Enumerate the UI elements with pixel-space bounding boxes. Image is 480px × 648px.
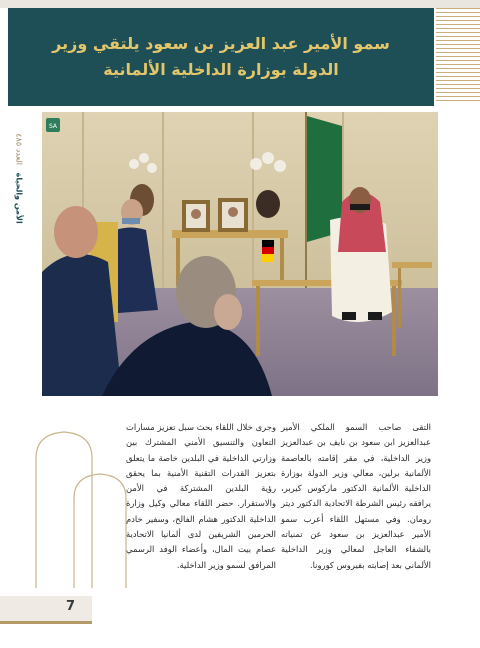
footer-band [0, 596, 92, 622]
section-name: الأمن والحياة [14, 172, 24, 224]
side-caption [2, 118, 36, 238]
article-header [8, 8, 434, 106]
article-column-right: التقى صاحب السمو الملكي الأمير عبدالعزيز ابن سعود بن نايف بن عبدالعزيز وزير الداخلية، في مقر إقامته بالعاصمة الألمانية برلين، معالي وزير الدولة بوزارة الداخلية الألمانية الدكتور ماركوس كيربر، يرافقه رئيس الشرطة الاتحادية الدكتور ديتر رومان. وفي مستهل اللقاء أعرب سمو الأمير عبدالعزيز بن سعود عن تمنياته بالشفاء العاجل لمعالي وزير الداخلية الألماني بعد إصابته بفيروس كورونا. [281, 422, 431, 570]
footer-rule [0, 621, 92, 624]
article-title-line-2: الدولة بوزارة الداخلية الألمانية [103, 60, 339, 79]
decorative-lines [436, 8, 480, 106]
emblem-glyph: SA [48, 123, 58, 130]
saudi-emblem-icon [46, 118, 60, 132]
page-number: 7 [66, 599, 76, 614]
article-column-left: وجرى خلال اللقاء بحث سبل تعزيز مسارات التعاون والتنسيق الأمني المشترك بين وزارتي الداخلية في البلدين خاصة ما يتعلق بتعزيز القدرات التقنية الأمنية بما يحقق رؤية البلدين المشتركة في الأمن والاستقرار. حضر اللقاء معالي وكيل وزارة الداخلية الدكتور هشام الفالح، وسفير خادم الحرمين الشريفين لدى ألمانيا الاتحادية عصام بيت المال، وأعضاء الوفد الرسمي المرافق لسمو وزير الداخلية. [126, 422, 276, 570]
meeting-photo [42, 112, 438, 396]
photo-illustration [42, 112, 438, 396]
issue-number: العدد ٤٨٥ [14, 132, 24, 165]
page-top-edge [0, 0, 480, 8]
article-title-line-1: سمو الأمير عبد العزيز بن سعود يلتقي وزير [52, 34, 390, 53]
decorative-arches [34, 428, 154, 588]
